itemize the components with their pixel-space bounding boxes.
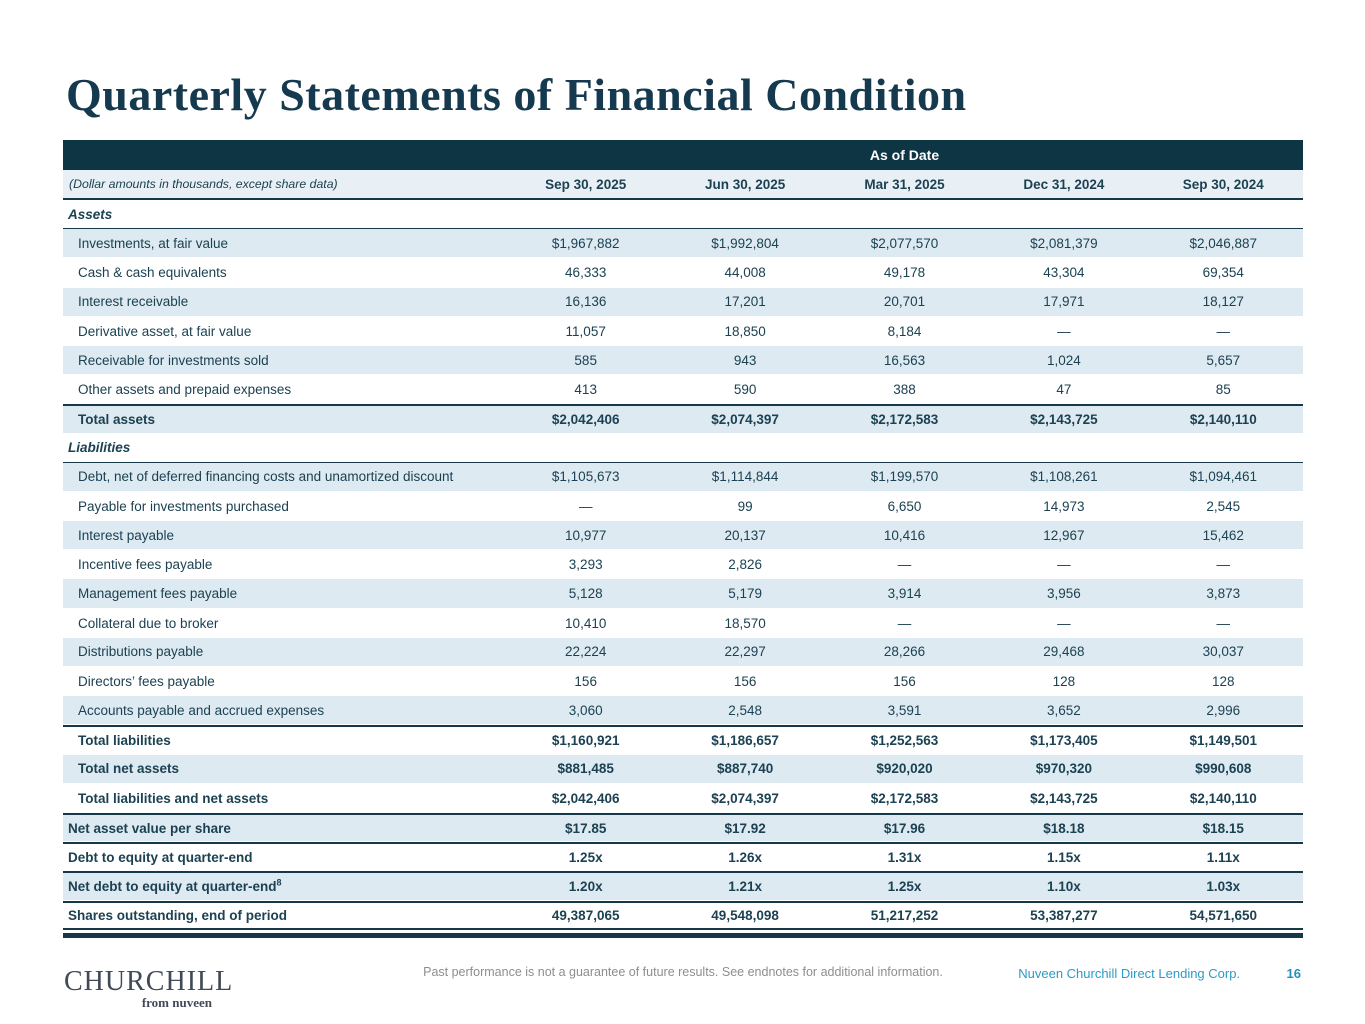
row-label: Incentive fees payable [78, 557, 213, 573]
row-value: 1,024 [1046, 352, 1081, 368]
row-label: Net asset value per share [68, 820, 231, 836]
row-value: $1,094,461 [1189, 469, 1258, 485]
row-value: 46,333 [565, 265, 607, 281]
table-row [63, 229, 1303, 258]
row-value: 16,563 [883, 352, 926, 368]
column-header-date: Jun 30, 2025 [704, 176, 786, 192]
row-value: 1.11x [1206, 850, 1240, 866]
table-bottom-rule [63, 933, 1303, 938]
table-row [63, 434, 1303, 463]
row-value: $2,140,110 [1189, 790, 1257, 806]
row-value: $2,172,583 [870, 790, 939, 806]
row-value: 5,179 [728, 586, 762, 602]
footer [63, 952, 1303, 1022]
page-title: Quarterly Statements of Financial Condition [66, 69, 967, 120]
row-value: $2,143,725 [1030, 411, 1098, 427]
row-label: Other assets and prepaid expenses [78, 382, 292, 398]
column-header-date: Sep 30, 2024 [1182, 176, 1264, 192]
row-value: 590 [733, 382, 757, 398]
table-row [63, 521, 1303, 550]
row-value: 29,468 [1043, 644, 1085, 660]
row-value: $17.92 [724, 820, 766, 836]
row-value: 99 [737, 498, 753, 514]
table-row [63, 755, 1303, 784]
row-value: 1.25x [568, 850, 603, 866]
row-value: $2,046,887 [1189, 235, 1258, 251]
table-row [63, 784, 1303, 813]
row-label: Total net assets [78, 761, 180, 777]
row-label: Directors’ fees payable [78, 674, 215, 690]
row-value: 10,977 [565, 527, 607, 543]
table-row [63, 288, 1303, 317]
row-value: 1.26x [728, 850, 762, 866]
row-label: Derivative asset, at fair value [78, 323, 252, 339]
row-label: Distributions payable [78, 644, 204, 660]
table-row [63, 317, 1303, 346]
row-label: Total assets [78, 411, 156, 427]
row-value: 54,571,650 [1189, 907, 1258, 923]
as-of-date-label: As of Date [869, 147, 940, 163]
table-row [63, 871, 1303, 900]
row-value: $1,992,804 [711, 235, 779, 251]
table-row [63, 404, 1303, 433]
row-value: 22,224 [565, 644, 607, 660]
row-label: Shares outstanding, end of period [68, 907, 288, 923]
row-value: $17.85 [565, 820, 607, 836]
logo-from-nuveen-text: from nuveen [141, 995, 212, 1010]
row-value: 1.15x [1046, 850, 1081, 866]
table-row [63, 696, 1303, 725]
table-row [63, 725, 1303, 754]
row-label: Receivable for investments sold [78, 352, 269, 368]
row-value: 3,914 [887, 586, 922, 602]
row-value: 3,591 [887, 702, 922, 718]
row-value: 44,008 [724, 265, 766, 281]
row-value: 12,967 [1043, 527, 1085, 543]
row-value: 17,201 [724, 294, 766, 310]
row-value: 8,184 [887, 323, 922, 339]
table-row [63, 813, 1303, 842]
row-value: 3,873 [1206, 586, 1241, 602]
row-value: 2,548 [728, 702, 762, 718]
row-value: 85 [1215, 382, 1231, 398]
row-value: — [897, 615, 912, 631]
row-value: 1.25x [887, 878, 922, 894]
footnote-marker: 8 [276, 877, 282, 888]
row-value: 1.21x [728, 878, 762, 894]
row-value: $17.96 [883, 820, 926, 836]
row-value: 1.20x [568, 878, 603, 894]
page-number: 16 [1286, 966, 1301, 981]
row-label: Debt, net of deferred financing costs and unamortized discount [78, 469, 454, 485]
table-row [63, 579, 1303, 608]
row-value: — [1216, 615, 1231, 631]
row-value: — [1216, 557, 1231, 573]
row-label: Assets [68, 206, 113, 222]
row-label: Debt to equity at quarter-end [68, 850, 253, 866]
row-value: $1,149,501 [1189, 733, 1258, 749]
row-value: $1,967,882 [551, 235, 620, 251]
row-value: 3,293 [568, 557, 603, 573]
row-value: 11,057 [565, 323, 606, 339]
row-label: Total liabilities [78, 733, 171, 749]
row-value: $1,173,405 [1030, 733, 1098, 749]
table-row [63, 375, 1303, 404]
row-value: 30,037 [1202, 644, 1244, 660]
row-value: 20,701 [883, 294, 926, 310]
row-value: 53,387,277 [1030, 907, 1098, 923]
row-value: 943 [733, 352, 757, 368]
row-value: 388 [893, 382, 916, 398]
row-label: Net debt to equity at quarter-end$^8$ [68, 877, 282, 894]
row-value: $1,105,673 [551, 469, 620, 485]
row-label: Payable for investments purchased [78, 498, 289, 514]
row-value: 18,570 [724, 615, 766, 631]
row-value: 43,304 [1043, 265, 1085, 281]
row-value: 20,137 [724, 527, 766, 543]
row-value: — [1216, 323, 1231, 339]
row-label: Cash & cash equivalents [78, 265, 227, 281]
row-value: 22,297 [724, 644, 766, 660]
table-row [63, 842, 1303, 871]
row-value: $1,114,844 [711, 469, 779, 485]
row-value: 6,650 [887, 498, 922, 514]
row-value: $970,320 [1035, 761, 1093, 777]
row-value: — [1057, 615, 1071, 631]
units-note: (Dollar amounts in thousands, except share data) [69, 177, 338, 191]
financial-statements-table [63, 140, 1303, 938]
row-label: Total liabilities and net assets [78, 790, 269, 806]
disclaimer-text: Past performance is not a guarantee of future results. See endnotes for additional information. [423, 965, 943, 979]
column-header-date: Mar 31, 2025 [864, 176, 945, 192]
row-value: $2,172,583 [870, 411, 939, 427]
row-value: $1,160,921 [551, 733, 620, 749]
row-value: 2,996 [1206, 702, 1241, 718]
row-label: Management fees payable [78, 586, 238, 602]
row-value: 16,136 [565, 294, 607, 310]
row-value: — [1057, 557, 1071, 573]
row-label: Accounts payable and accrued expenses [78, 702, 325, 718]
row-value: $18.18 [1043, 820, 1085, 836]
row-value: 69,354 [1202, 265, 1244, 281]
table-body [63, 200, 1303, 930]
row-label: Investments, at fair value [78, 235, 229, 251]
row-value: 585 [574, 352, 597, 368]
row-value: 18,127 [1202, 294, 1244, 310]
table-row [63, 667, 1303, 696]
table-row [63, 638, 1303, 667]
row-value: 413 [574, 382, 597, 398]
row-value: 15,462 [1202, 527, 1244, 543]
row-value: 49,548,098 [711, 907, 779, 923]
row-value: — [578, 498, 593, 514]
row-value: 47 [1056, 382, 1072, 398]
logo-churchill-text: CHURCHILL [64, 966, 234, 997]
table-row [63, 901, 1303, 930]
row-value: 3,060 [568, 702, 603, 718]
table-row [63, 258, 1303, 287]
row-value: 10,416 [883, 527, 926, 543]
row-value: $1,186,657 [711, 733, 779, 749]
row-value: 1.31x [887, 850, 922, 866]
row-value: 156 [574, 674, 597, 690]
row-value: $1,252,563 [870, 733, 939, 749]
row-value: 49,387,065 [551, 907, 620, 923]
table-row [63, 609, 1303, 638]
table-row [63, 463, 1303, 492]
row-label: Interest receivable [78, 294, 189, 310]
row-value: 2,826 [728, 557, 762, 573]
row-value: 1.10x [1046, 878, 1081, 894]
row-value: 128 [1212, 674, 1235, 690]
table-row [63, 492, 1303, 521]
row-value: $1,108,261 [1030, 469, 1098, 485]
row-value: 14,973 [1043, 498, 1085, 514]
table-header-asof-bar [63, 140, 1303, 170]
row-label: Interest payable [78, 527, 175, 543]
row-value: $2,081,379 [1030, 235, 1098, 251]
row-value: $887,740 [716, 761, 774, 777]
row-value: — [1057, 323, 1071, 339]
row-value: 3,652 [1046, 702, 1081, 718]
company-name: Nuveen Churchill Direct Lending Corp. [1018, 966, 1241, 981]
table-row [63, 346, 1303, 375]
row-value: $881,485 [557, 761, 614, 777]
row-value: $2,042,406 [551, 790, 620, 806]
row-value: 10,410 [565, 615, 607, 631]
row-value: $2,077,570 [870, 235, 939, 251]
row-value: $2,143,725 [1030, 790, 1098, 806]
row-value: 5,128 [568, 586, 603, 602]
row-value: 2,545 [1206, 498, 1241, 514]
row-value: $2,140,110 [1189, 411, 1257, 427]
row-label: Collateral due to broker [78, 615, 219, 631]
footer-right-group [1018, 965, 1301, 983]
row-value: 5,657 [1206, 352, 1241, 368]
table-row [63, 550, 1303, 579]
table-header-date-row [63, 170, 1303, 200]
row-value: $2,074,397 [711, 790, 779, 806]
row-value: 17,971 [1043, 294, 1085, 310]
column-header-date: Sep 30, 2025 [545, 176, 627, 192]
row-value: 28,266 [883, 644, 926, 660]
row-value: $990,608 [1195, 761, 1252, 777]
row-value: 128 [1052, 674, 1076, 690]
row-value: 3,956 [1046, 586, 1081, 602]
row-value: $18.15 [1202, 820, 1244, 836]
row-value: $1,199,570 [870, 469, 939, 485]
row-value: $2,042,406 [551, 411, 620, 427]
row-value: 18,850 [724, 323, 766, 339]
row-value: 156 [733, 674, 757, 690]
row-value: 51,217,252 [870, 907, 939, 923]
table-row [63, 200, 1303, 229]
row-label: Liabilities [68, 440, 131, 456]
row-value: 1.03x [1206, 878, 1241, 894]
row-value: — [897, 557, 912, 573]
row-value: $920,020 [876, 761, 933, 777]
row-value: 156 [893, 674, 916, 690]
row-value: 49,178 [883, 265, 926, 281]
row-value: $2,074,397 [711, 411, 779, 427]
column-header-date: Dec 31, 2024 [1023, 176, 1105, 192]
